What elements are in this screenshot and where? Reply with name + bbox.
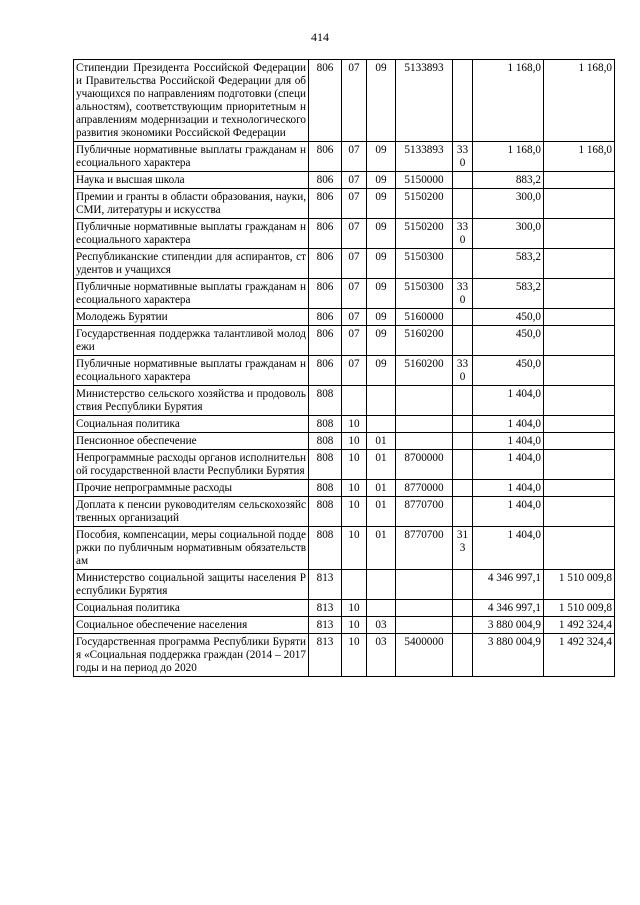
- section-code: 10: [342, 527, 367, 570]
- ministry-code: 808: [309, 386, 342, 416]
- target-article-code: [396, 416, 453, 433]
- subsection-code: 09: [367, 309, 396, 326]
- row-name: Публичные нормативные выплаты гражданам несоциального характера: [74, 279, 309, 309]
- subsection-code: 03: [367, 634, 396, 677]
- ministry-code: 813: [309, 634, 342, 677]
- expense-type-code: [453, 497, 473, 527]
- target-article-code: 5160000: [396, 309, 453, 326]
- target-article-code: 5150300: [396, 249, 453, 279]
- expense-type-code: [453, 60, 473, 142]
- expense-type-code: 330: [453, 142, 473, 172]
- expense-type-code: [453, 634, 473, 677]
- expense-type-code: [453, 386, 473, 416]
- table-row: [74, 309, 615, 326]
- table-row: [74, 433, 615, 450]
- table-row: [74, 249, 615, 279]
- amount-subventions: [544, 219, 615, 249]
- table-row: [74, 600, 615, 617]
- ministry-code: 806: [309, 142, 342, 172]
- amount-total: 4 346 997,1: [473, 600, 544, 617]
- section-code: 10: [342, 450, 367, 480]
- amount-subventions: [544, 416, 615, 433]
- target-article-code: 5150200: [396, 189, 453, 219]
- subsection-code: [367, 570, 396, 600]
- row-name: Государственная поддержка талантливой молодежи: [74, 326, 309, 356]
- subsection-code: 09: [367, 249, 396, 279]
- amount-total: 1 404,0: [473, 433, 544, 450]
- table-row: [74, 497, 615, 527]
- target-article-code: 8770700: [396, 527, 453, 570]
- row-name: Прочие непрограммные расходы: [74, 480, 309, 497]
- amount-subventions: [544, 249, 615, 279]
- row-name: Социальная политика: [74, 600, 309, 617]
- ministry-code: 813: [309, 617, 342, 634]
- ministry-code: 806: [309, 279, 342, 309]
- target-article-code: 5150300: [396, 279, 453, 309]
- section-code: 07: [342, 172, 367, 189]
- ministry-code: 806: [309, 189, 342, 219]
- target-article-code: 8770700: [396, 497, 453, 527]
- amount-subventions: [544, 172, 615, 189]
- expense-type-code: [453, 249, 473, 279]
- row-name: Молодежь Бурятии: [74, 309, 309, 326]
- subsection-code: 09: [367, 279, 396, 309]
- amount-total: 4 346 997,1: [473, 570, 544, 600]
- expense-type-code: [453, 617, 473, 634]
- subsection-code: [367, 386, 396, 416]
- ministry-code: 808: [309, 497, 342, 527]
- amount-total: 1 168,0: [473, 142, 544, 172]
- amount-subventions: 1 492 324,4: [544, 617, 615, 634]
- target-article-code: [396, 433, 453, 450]
- expense-type-code: 330: [453, 279, 473, 309]
- target-article-code: [396, 617, 453, 634]
- row-name: Государственная программа Республики Бурятия «Социальная поддержка граждан (2014 – 2017 годы и на период до 2020: [74, 634, 309, 677]
- table-row: [74, 326, 615, 356]
- amount-total: 3 880 004,9: [473, 634, 544, 677]
- subsection-code: 09: [367, 189, 396, 219]
- row-name: Министерство сельского хозяйства и продовольствия Республики Бурятия: [74, 386, 309, 416]
- subsection-code: 09: [367, 326, 396, 356]
- expense-type-code: [453, 433, 473, 450]
- subsection-code: 01: [367, 450, 396, 480]
- target-article-code: 5400000: [396, 634, 453, 677]
- subsection-code: 09: [367, 60, 396, 142]
- table-row: [74, 480, 615, 497]
- subsection-code: 01: [367, 527, 396, 570]
- table-row: [74, 219, 615, 249]
- amount-total: 1 404,0: [473, 416, 544, 433]
- section-code: 07: [342, 142, 367, 172]
- expense-type-code: [453, 189, 473, 219]
- table-row: [74, 356, 615, 386]
- expense-type-code: [453, 326, 473, 356]
- table-row: [74, 450, 615, 480]
- row-name: Пособия, компенсации, меры социальной поддержки по публичным нормативным обязательствам: [74, 527, 309, 570]
- section-code: [342, 386, 367, 416]
- section-code: 07: [342, 356, 367, 386]
- section-code: 07: [342, 326, 367, 356]
- ministry-code: 806: [309, 172, 342, 189]
- target-article-code: 5160200: [396, 326, 453, 356]
- table-row: [74, 386, 615, 416]
- amount-subventions: 1 492 324,4: [544, 634, 615, 677]
- expense-type-code: [453, 600, 473, 617]
- subsection-code: 09: [367, 356, 396, 386]
- section-code: 10: [342, 634, 367, 677]
- section-code: 07: [342, 219, 367, 249]
- amount-total: 583,2: [473, 249, 544, 279]
- table-row: [74, 570, 615, 600]
- budget-table: [73, 59, 615, 677]
- subsection-code: [367, 600, 396, 617]
- target-article-code: 8700000: [396, 450, 453, 480]
- target-article-code: 5133893: [396, 60, 453, 142]
- ministry-code: 808: [309, 480, 342, 497]
- amount-total: 450,0: [473, 356, 544, 386]
- amount-total: 883,2: [473, 172, 544, 189]
- table-row: [74, 527, 615, 570]
- target-article-code: [396, 386, 453, 416]
- amount-subventions: [544, 450, 615, 480]
- amount-subventions: [544, 386, 615, 416]
- section-code: 10: [342, 600, 367, 617]
- ministry-code: 808: [309, 450, 342, 480]
- ministry-code: 806: [309, 309, 342, 326]
- row-name: Социальное обеспечение населения: [74, 617, 309, 634]
- expense-type-code: [453, 570, 473, 600]
- section-code: 10: [342, 433, 367, 450]
- row-name: Доплата к пенсии руководителям сельскохозяйственных организаций: [74, 497, 309, 527]
- subsection-code: 01: [367, 480, 396, 497]
- expense-type-code: 330: [453, 356, 473, 386]
- target-article-code: [396, 570, 453, 600]
- amount-subventions: [544, 356, 615, 386]
- amount-total: 1 404,0: [473, 497, 544, 527]
- subsection-code: 09: [367, 142, 396, 172]
- subsection-code: 01: [367, 497, 396, 527]
- row-name: Социальная политика: [74, 416, 309, 433]
- amount-subventions: [544, 480, 615, 497]
- row-name: Республиканские стипендии для аспирантов, студентов и учащихся: [74, 249, 309, 279]
- ministry-code: 806: [309, 219, 342, 249]
- amount-subventions: [544, 189, 615, 219]
- amount-subventions: [544, 497, 615, 527]
- section-code: 10: [342, 497, 367, 527]
- amount-total: 1 404,0: [473, 480, 544, 497]
- section-code: 07: [342, 60, 367, 142]
- amount-total: 3 880 004,9: [473, 617, 544, 634]
- table-row: [74, 416, 615, 433]
- subsection-code: 03: [367, 617, 396, 634]
- amount-total: 300,0: [473, 219, 544, 249]
- row-name: Пенсионное обеспечение: [74, 433, 309, 450]
- ministry-code: 806: [309, 249, 342, 279]
- target-article-code: 5133893: [396, 142, 453, 172]
- row-name: Публичные нормативные выплаты гражданам несоциального характера: [74, 356, 309, 386]
- subsection-code: 09: [367, 219, 396, 249]
- table-row: [74, 617, 615, 634]
- ministry-code: 813: [309, 570, 342, 600]
- section-code: 07: [342, 189, 367, 219]
- ministry-code: 813: [309, 600, 342, 617]
- section-code: 07: [342, 249, 367, 279]
- target-article-code: 8770000: [396, 480, 453, 497]
- row-name: Публичные нормативные выплаты гражданам несоциального характера: [74, 142, 309, 172]
- amount-subventions: [544, 279, 615, 309]
- row-name: Непрограммные расходы органов исполнительной государственной власти Республики Бурятия: [74, 450, 309, 480]
- target-article-code: [396, 600, 453, 617]
- page-number: 414: [311, 30, 329, 44]
- amount-total: 450,0: [473, 326, 544, 356]
- section-code: 10: [342, 617, 367, 634]
- section-code: 10: [342, 480, 367, 497]
- ministry-code: 808: [309, 433, 342, 450]
- expense-type-code: [453, 416, 473, 433]
- ministry-code: 806: [309, 60, 342, 142]
- amount-subventions: 1 510 009,8: [544, 570, 615, 600]
- ministry-code: 808: [309, 527, 342, 570]
- table-row: [74, 279, 615, 309]
- subsection-code: 09: [367, 172, 396, 189]
- amount-total: 450,0: [473, 309, 544, 326]
- target-article-code: 5150000: [396, 172, 453, 189]
- amount-total: 1 404,0: [473, 527, 544, 570]
- amount-total: 1 404,0: [473, 386, 544, 416]
- expense-type-code: [453, 172, 473, 189]
- amount-total: 1 404,0: [473, 450, 544, 480]
- amount-subventions: 1 510 009,8: [544, 600, 615, 617]
- expense-type-code: [453, 450, 473, 480]
- ministry-code: 806: [309, 356, 342, 386]
- ministry-code: 808: [309, 416, 342, 433]
- amount-subventions: [544, 309, 615, 326]
- amount-total: 1 168,0: [473, 60, 544, 142]
- section-code: 10: [342, 416, 367, 433]
- row-name: Министерство социальной защиты населения Республики Бурятия: [74, 570, 309, 600]
- amount-total: 300,0: [473, 189, 544, 219]
- table-row: [74, 60, 615, 142]
- table-row: [74, 634, 615, 677]
- amount-subventions: [544, 433, 615, 450]
- section-code: [342, 570, 367, 600]
- expense-type-code: [453, 480, 473, 497]
- section-code: 07: [342, 309, 367, 326]
- target-article-code: 5160200: [396, 356, 453, 386]
- row-name: Стипендии Президента Российской Федерации и Правительства Российской Федерации для обучающихся по направлениям подготовки (специальностям), соответствующим приоритетным направлениям модернизации и технологического развития экономики Российской Федерации: [74, 60, 309, 142]
- row-name: Наука и высшая школа: [74, 172, 309, 189]
- row-name: Публичные нормативные выплаты гражданам несоциального характера: [74, 219, 309, 249]
- table-row: [74, 172, 615, 189]
- amount-subventions: 1 168,0: [544, 60, 615, 142]
- table-row: [74, 142, 615, 172]
- target-article-code: 5150200: [396, 219, 453, 249]
- row-name: Премии и гранты в области образования, науки, СМИ, литературы и искусства: [74, 189, 309, 219]
- amount-total: 583,2: [473, 279, 544, 309]
- expense-type-code: [453, 309, 473, 326]
- subsection-code: [367, 416, 396, 433]
- ministry-code: 806: [309, 326, 342, 356]
- expense-type-code: 313: [453, 527, 473, 570]
- section-code: 07: [342, 279, 367, 309]
- amount-subventions: [544, 326, 615, 356]
- amount-subventions: 1 168,0: [544, 142, 615, 172]
- subsection-code: 01: [367, 433, 396, 450]
- table-row: [74, 189, 615, 219]
- amount-subventions: [544, 527, 615, 570]
- expense-type-code: 330: [453, 219, 473, 249]
